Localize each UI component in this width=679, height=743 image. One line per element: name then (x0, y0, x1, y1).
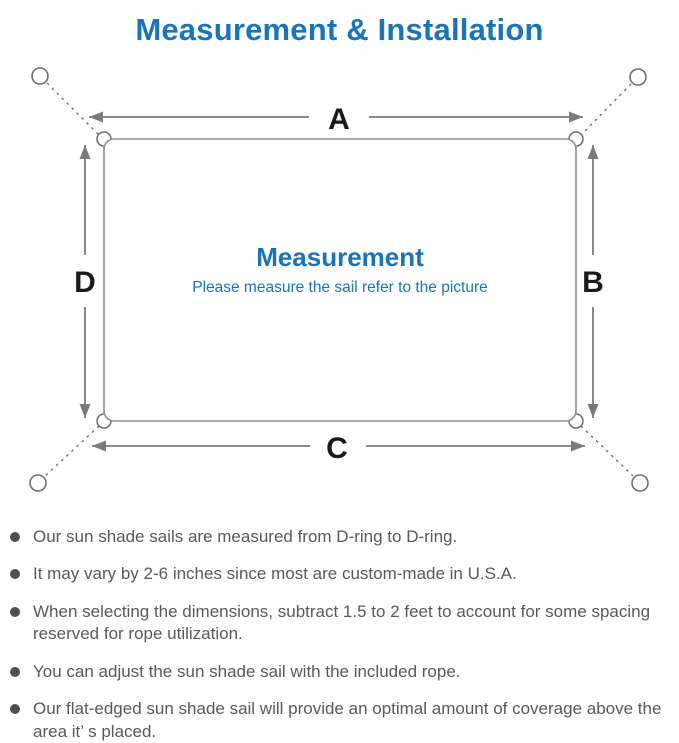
rope-dash-top-right (581, 84, 631, 135)
arrow-left-icon (92, 441, 106, 452)
diagram-center-title: Measurement (256, 242, 424, 272)
page-title: Measurement & Installation (135, 12, 544, 47)
note-text: When selecting the dimensions, subtract 1.5 to 2 feet to account for some spacing reserved for rope utilization. (33, 601, 651, 644)
measurement-diagram (0, 55, 679, 510)
rope-dash-top-left (47, 83, 99, 135)
dimension-label-a: A (328, 103, 350, 136)
arrow-right-icon (571, 441, 585, 452)
notes-list (0, 526, 679, 743)
dimension-label-b: B (582, 266, 604, 299)
dimension-label-c: C (326, 432, 348, 465)
arrow-right-icon (569, 112, 583, 123)
rope-dash-bottom-left (45, 426, 99, 476)
arrow-down-icon (80, 404, 91, 418)
anchor-point-icon-bottom-left (30, 475, 46, 491)
note-text: Our flat-edged sun shade sail will provide an optimal amount of coverage above the area it’ s placed. (33, 699, 662, 741)
note-text: It may vary by 2-6 inches since most are custom-made in U.S.A. (33, 564, 517, 584)
anchor-point-icon-bottom-right (632, 475, 648, 491)
bullet-dot-icon (10, 532, 20, 542)
arrow-up-icon (80, 145, 91, 159)
arrow-left-icon (89, 112, 103, 123)
bullet-dot-icon (10, 667, 20, 677)
anchor-point-icon-top-left (32, 68, 48, 84)
diagram-center-caption: Please measure the sail refer to the picture (192, 279, 488, 296)
dimension-label-d: D (74, 266, 96, 299)
anchor-point-icon-top-right (630, 69, 646, 85)
note-text: Our sun shade sails are measured from D-ring to D-ring. (33, 527, 458, 546)
arrow-up-icon (588, 145, 599, 159)
list-item (10, 526, 665, 548)
arrow-down-icon (588, 404, 599, 418)
list-item (10, 661, 665, 683)
note-text: You can adjust the sun shade sail with the included rope. (33, 661, 461, 681)
rope-dash-bottom-right (581, 426, 633, 476)
list-item (10, 563, 665, 585)
bullet-dot-icon (10, 569, 20, 579)
bullet-dot-icon (10, 704, 20, 714)
bullet-dot-icon (10, 607, 20, 617)
list-item (10, 698, 665, 743)
list-item (10, 601, 665, 646)
